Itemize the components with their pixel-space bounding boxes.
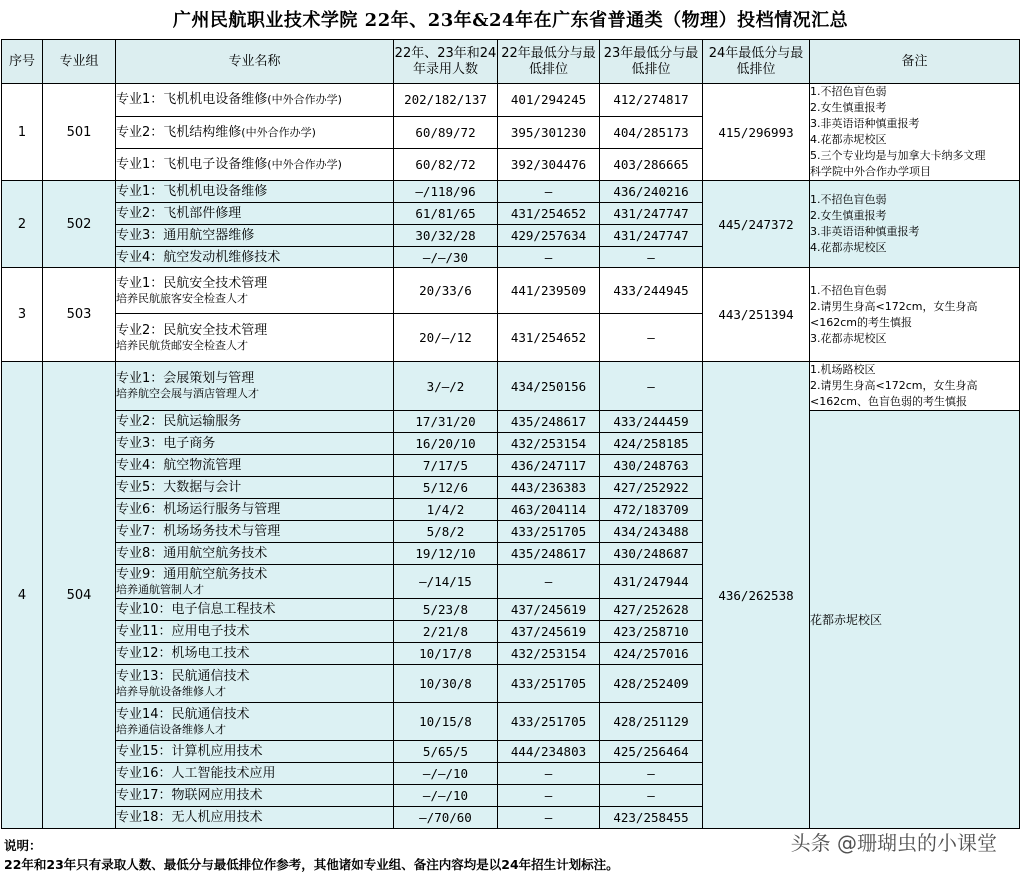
y23-cell: — xyxy=(600,785,703,807)
y22-cell: 437/245619 xyxy=(498,599,600,621)
major-subtitle: 培养通航管制人才 xyxy=(116,582,204,596)
count-cell: 7/17/5 xyxy=(394,455,498,477)
count-cell: 20/33/6 xyxy=(394,268,498,314)
header-note: 备注 xyxy=(810,40,1020,84)
note-line: 2.请男生身高<172cm，女生身高 xyxy=(810,379,978,392)
group-cell: 503 xyxy=(43,268,116,362)
count-cell: —/118/96 xyxy=(394,181,498,203)
table-row xyxy=(2,362,1020,411)
y23-cell: 430/248687 xyxy=(600,543,703,565)
major-name: 专业4：航空物流管理 xyxy=(116,458,242,473)
major-name: 专业2：飞机结构维修 xyxy=(116,125,242,140)
note-line: 科学院中外合作办学项目 xyxy=(810,165,931,178)
seq-cell: 2 xyxy=(2,181,43,268)
header-seq: 序号 xyxy=(2,40,43,84)
y22-cell: — xyxy=(498,763,600,785)
major-subtitle: 培养航空会展与酒店管理人才 xyxy=(116,387,259,400)
major-name-cell xyxy=(116,741,394,763)
major-name: 专业3：电子商务 xyxy=(116,436,216,451)
count-cell: 3/—/2 xyxy=(394,362,498,411)
major-name-cell xyxy=(116,411,394,433)
major-name: 专业1：飞机机电设备维修 xyxy=(116,184,268,199)
y24-cell: 443/251394 xyxy=(703,268,810,362)
y22-cell: — xyxy=(498,181,600,203)
note-line: 2.女生慎重报考 xyxy=(810,101,887,114)
major-name-cell xyxy=(116,203,394,225)
major-name: 专业8：通用航空航务技术 xyxy=(116,546,268,561)
y23-cell: 423/258710 xyxy=(600,621,703,643)
y23-cell: 433/244459 xyxy=(600,411,703,433)
note-line: 4.花都赤坭校区 xyxy=(810,133,887,146)
count-cell: 202/182/137 xyxy=(394,84,498,117)
note-cell-campus xyxy=(810,411,1020,829)
y23-cell: 436/240216 xyxy=(600,181,703,203)
note-line: 5.三个专业均是与加拿大卡纳多文理 xyxy=(810,149,986,162)
y23-cell: 404/285173 xyxy=(600,116,703,149)
major-name: 专业10：电子信息工程技术 xyxy=(116,602,276,617)
major-name: 专业18：无人机应用技术 xyxy=(116,810,263,825)
y23-cell: 431/247747 xyxy=(600,203,703,225)
note-line: 3.非英语语种慎重报考 xyxy=(810,117,920,130)
note-line: 1.机场路校区 xyxy=(810,363,876,376)
y22-cell: 431/254652 xyxy=(498,314,600,362)
major-name-cell xyxy=(116,621,394,643)
y22-cell: 437/245619 xyxy=(498,621,600,643)
y24-cell: 445/247372 xyxy=(703,181,810,268)
note-cell xyxy=(810,268,1020,362)
y23-cell: 431/247747 xyxy=(600,225,703,247)
major-name-cell xyxy=(116,362,394,411)
major-name-cell xyxy=(116,433,394,455)
major-name-cell xyxy=(116,599,394,621)
y23-cell: — xyxy=(600,247,703,268)
y22-cell: 441/239509 xyxy=(498,268,600,314)
major-subtitle: 培养民航货邮安全检查人才 xyxy=(116,338,248,352)
footer-line-1: 说明： xyxy=(4,838,42,853)
major-suffix: (中外合作办学) xyxy=(267,158,342,172)
major-name-cell xyxy=(116,225,394,247)
major-name-cell xyxy=(116,116,394,149)
note-line: 3.非英语语种慎重报考 xyxy=(810,225,920,238)
y23-cell: 427/252628 xyxy=(600,599,703,621)
footer-note xyxy=(4,836,619,874)
seq-cell: 3 xyxy=(2,268,43,362)
note-cell xyxy=(810,362,1020,411)
major-name: 专业5：大数据与会计 xyxy=(116,480,242,495)
major-name-cell xyxy=(116,455,394,477)
major-suffix: (中外合作办学) xyxy=(241,126,316,139)
major-name: 专业4：航空发动机维修技术 xyxy=(116,249,281,265)
major-name: 专业14：民航通信技术 xyxy=(116,706,250,722)
major-subtitle: 培养导航设备维修人才 xyxy=(116,684,226,698)
major-name-cell xyxy=(116,247,394,268)
count-cell: 2/21/8 xyxy=(394,621,498,643)
major-name-cell xyxy=(116,763,394,785)
header-name: 专业名称 xyxy=(116,40,394,84)
y22-cell: 435/248617 xyxy=(498,543,600,565)
major-name: 专业7：机场场务技术与管理 xyxy=(116,524,281,539)
count-cell: —/—/10 xyxy=(394,785,498,807)
header-group: 专业组 xyxy=(43,40,116,84)
major-name-cell xyxy=(116,268,394,314)
watermark: 头条 @珊瑚虫的小课堂 xyxy=(790,831,997,855)
y22-cell: 436/247117 xyxy=(498,455,600,477)
major-name-cell xyxy=(116,181,394,203)
y23-cell: 427/252922 xyxy=(600,477,703,499)
count-cell: 10/17/8 xyxy=(394,643,498,665)
y22-cell: — xyxy=(498,785,600,807)
y23-cell: 430/248763 xyxy=(600,455,703,477)
y22-cell: 444/234803 xyxy=(498,741,600,763)
y23-cell: — xyxy=(600,763,703,785)
y23-cell: 424/258185 xyxy=(600,433,703,455)
note-line: <162cm、色盲色弱的考生慎报 xyxy=(810,395,967,408)
table-row xyxy=(2,411,1020,433)
y22-cell: — xyxy=(498,807,600,829)
group-cell: 501 xyxy=(43,84,116,181)
major-name: 专业1：民航安全技术管理 xyxy=(116,275,268,291)
count-cell: 20/—/12 xyxy=(394,314,498,362)
note-line: 1.不招色盲色弱 xyxy=(810,85,887,98)
major-subtitle: 培养民航旅客安全检查人才 xyxy=(116,291,248,305)
major-name: 专业17：物联网应用技术 xyxy=(116,788,263,803)
group-cell: 504 xyxy=(43,362,116,829)
table-row xyxy=(2,268,1020,314)
major-name: 专业6：机场运行服务与管理 xyxy=(116,502,281,517)
y22-cell: 432/253154 xyxy=(498,433,600,455)
admission-table xyxy=(1,39,1020,829)
count-cell: 5/8/2 xyxy=(394,521,498,543)
major-name-cell xyxy=(116,521,394,543)
major-name: 专业2：民航运输服务 xyxy=(116,414,242,429)
y23-cell: 472/183709 xyxy=(600,499,703,521)
major-name-cell xyxy=(116,84,394,117)
y22-cell: 463/204114 xyxy=(498,499,600,521)
y22-cell: — xyxy=(498,247,600,268)
y22-cell: 432/253154 xyxy=(498,643,600,665)
count-cell: 16/20/10 xyxy=(394,433,498,455)
major-name-cell xyxy=(116,785,394,807)
major-name: 专业15：计算机应用技术 xyxy=(116,744,263,759)
y23-cell: 424/257016 xyxy=(600,643,703,665)
y23-cell: 431/247944 xyxy=(600,565,703,599)
y24-cell: 415/296993 xyxy=(703,84,810,181)
major-name: 专业11：应用电子技术 xyxy=(116,624,250,639)
count-cell: 60/89/72 xyxy=(394,116,498,149)
y23-cell: 433/244945 xyxy=(600,268,703,314)
count-cell: —/14/15 xyxy=(394,565,498,599)
major-name-cell xyxy=(116,314,394,362)
note-cell xyxy=(810,84,1020,181)
major-name: 专业1：飞机机电设备维修 xyxy=(116,92,268,108)
seq-cell: 1 xyxy=(2,84,43,181)
major-name: 专业1：会展策划与管理 xyxy=(116,371,255,386)
y22-cell: 434/250156 xyxy=(498,362,600,411)
y22-cell: 431/254652 xyxy=(498,203,600,225)
y22-cell: 443/236383 xyxy=(498,477,600,499)
major-name: 专业16：人工智能技术应用 xyxy=(116,766,276,781)
footer-line-2: 22年和23年只有录取人数、最低分与最低排位作参考，其他诸如专业组、备注内容均是以24年招生计划标注。 xyxy=(4,857,619,872)
y24-cell: 436/262538 xyxy=(703,362,810,829)
count-cell: —/—/30 xyxy=(394,247,498,268)
y22-cell: 401/294245 xyxy=(498,84,600,117)
y23-cell: 428/251129 xyxy=(600,703,703,741)
y22-cell: 435/248617 xyxy=(498,411,600,433)
note-line: 1.不招色盲色弱 xyxy=(810,283,887,297)
count-cell: 5/23/8 xyxy=(394,599,498,621)
header-y23: 23年最低分与最低排位 xyxy=(600,40,703,84)
major-name-cell xyxy=(116,703,394,741)
count-cell: 1/4/2 xyxy=(394,499,498,521)
seq-cell: 4 xyxy=(2,362,43,829)
major-name-cell xyxy=(116,565,394,599)
y23-cell: 403/286665 xyxy=(600,149,703,181)
y22-cell: 433/251705 xyxy=(498,703,600,741)
major-name-cell xyxy=(116,477,394,499)
major-subtitle: 培养通信设备维修人才 xyxy=(116,722,226,736)
count-cell: 10/30/8 xyxy=(394,665,498,703)
note-line: <162cm的考生慎报 xyxy=(810,315,912,329)
y23-cell: — xyxy=(600,314,703,362)
y23-cell: 434/243488 xyxy=(600,521,703,543)
note-line: 2.女生慎重报考 xyxy=(810,209,887,222)
major-name: 专业9：通用航空航务技术 xyxy=(116,566,268,582)
y23-cell: — xyxy=(600,362,703,411)
count-cell: —/70/60 xyxy=(394,807,498,829)
major-name: 专业3：通用航空器维修 xyxy=(116,228,255,243)
note-line: 花都赤坭校区 xyxy=(810,612,883,627)
y22-cell: 392/304476 xyxy=(498,149,600,181)
major-name-cell xyxy=(116,807,394,829)
count-cell: 17/31/20 xyxy=(394,411,498,433)
y23-cell: 425/256464 xyxy=(600,741,703,763)
header-count: 22年、23年和24年录用人数 xyxy=(394,40,498,84)
note-line: 3.花都赤坭校区 xyxy=(810,331,887,345)
page-title: 广州民航职业技术学院 22年、23年&24年在广东省普通类（物理）投档情况汇总 xyxy=(172,10,849,31)
count-cell: 10/15/8 xyxy=(394,703,498,741)
y23-cell: 412/274817 xyxy=(600,84,703,117)
major-name: 专业12：机场电工技术 xyxy=(116,646,250,661)
major-name: 专业13：民航通信技术 xyxy=(116,668,250,684)
count-cell: 60/82/72 xyxy=(394,149,498,181)
table-row xyxy=(2,181,1020,203)
count-cell: 5/65/5 xyxy=(394,741,498,763)
count-cell: 61/81/65 xyxy=(394,203,498,225)
header-y24: 24年最低分与最低排位 xyxy=(703,40,810,84)
major-suffix: (中外合作办学) xyxy=(267,93,342,107)
group-cell: 502 xyxy=(43,181,116,268)
major-name: 专业1：飞机电子设备维修 xyxy=(116,157,268,173)
major-name-cell xyxy=(116,149,394,181)
note-line: 4.花都赤坭校区 xyxy=(810,241,887,254)
count-cell: 30/32/28 xyxy=(394,225,498,247)
y22-cell: 429/257634 xyxy=(498,225,600,247)
y22-cell: 433/251705 xyxy=(498,521,600,543)
note-cell xyxy=(810,181,1020,268)
note-line: 2.请男生身高<172cm，女生身高 xyxy=(810,299,978,313)
major-name: 专业2：飞机部件修理 xyxy=(116,206,242,221)
count-cell: 19/12/10 xyxy=(394,543,498,565)
major-name-cell xyxy=(116,665,394,703)
major-name-cell xyxy=(116,643,394,665)
count-cell: 5/12/6 xyxy=(394,477,498,499)
y22-cell: — xyxy=(498,565,600,599)
table-row xyxy=(2,84,1020,117)
header-y22: 22年最低分与最低排位 xyxy=(498,40,600,84)
y22-cell: 395/301230 xyxy=(498,116,600,149)
major-name: 专业2：民航安全技术管理 xyxy=(116,322,268,338)
y23-cell: 423/258455 xyxy=(600,807,703,829)
y22-cell: 433/251705 xyxy=(498,665,600,703)
y23-cell: 428/252409 xyxy=(600,665,703,703)
major-name-cell xyxy=(116,543,394,565)
note-line: 1.不招色盲色弱 xyxy=(810,193,887,206)
count-cell: —/—/10 xyxy=(394,763,498,785)
major-name-cell xyxy=(116,499,394,521)
